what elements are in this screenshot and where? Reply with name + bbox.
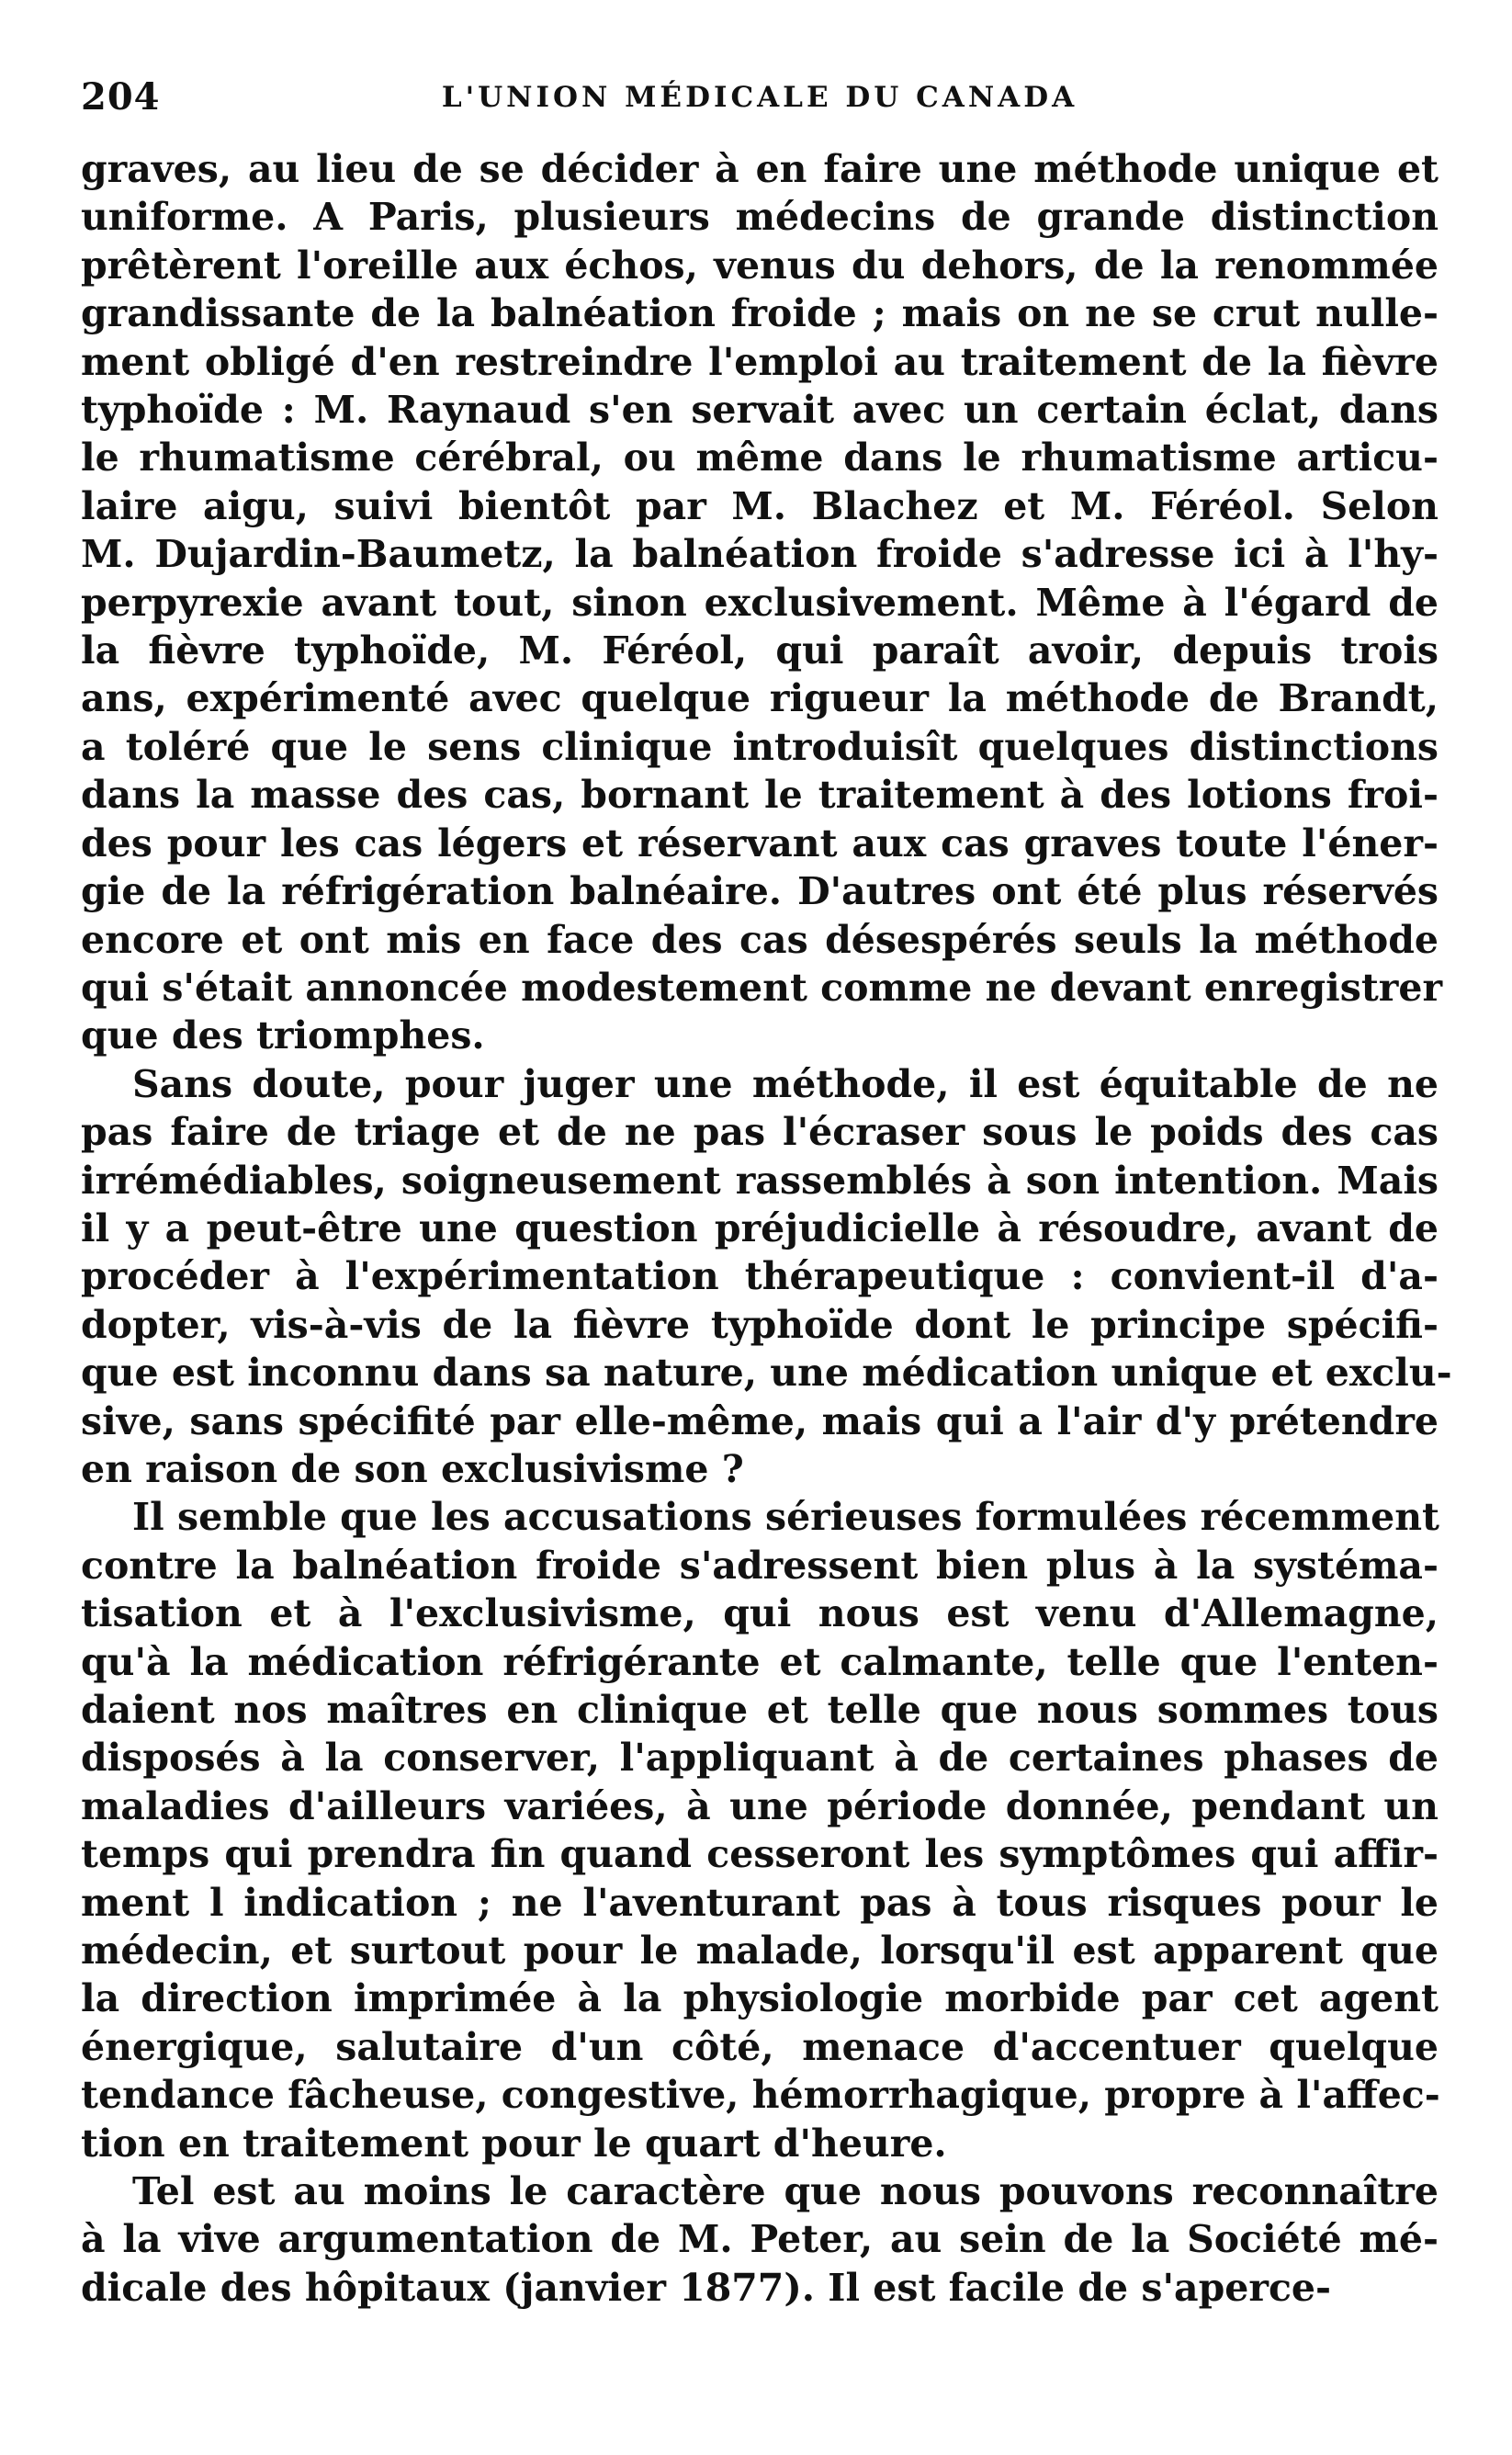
text-line: prêtèrent l'oreille aux échos, venus du dehors, de la renommée: [81, 243, 1439, 288]
text-line: daient nos maîtres en clinique et telle que nous sommes tous: [81, 1688, 1439, 1732]
text-line: que est inconnu dans sa nature, une médication unique et exclu-: [81, 1351, 1452, 1396]
text-line: ans, expérimenté avec quelque rigueur la méthode de Brandt,: [81, 676, 1439, 721]
text-line: qui s'était annoncée modestement comme ne devant enregistrer: [81, 965, 1443, 1010]
text-line: il y a peut-être une question préjudicielle à résoudre, avant de: [81, 1205, 1439, 1250]
text-line: maladies d'ailleurs variées, à une période donnée, pendant un: [81, 1783, 1439, 1828]
document-page: [81, 75, 1452, 2312]
text-line: uniforme. A Paris, plusieurs médecins de grande distinction: [81, 195, 1439, 240]
paragraph: [81, 145, 1443, 1060]
journal-title: L'UNION MÉDICALE DU CANADA: [441, 81, 1078, 114]
text-line: ment l indication ; ne l'aventurant pas à tous risques pour le: [81, 1880, 1439, 1925]
text-line: la direction imprimée à la physiologie morbide par cet agent: [81, 1976, 1439, 2021]
running-head: [81, 75, 1439, 127]
text-line: la fièvre typhoïde, M. Féréol, qui paraît avoir, depuis trois: [81, 628, 1439, 673]
text-line: dopter, vis-à-vis de la fièvre typhoïde dont le principe spécifi-: [81, 1302, 1439, 1347]
text-line: laire aigu, suivi bientôt par M. Blachez et M. Féréol. Selon: [81, 483, 1439, 528]
text-line: tisation et à l'exclusivisme, qui nous est venu d'Allemagne,: [81, 1591, 1439, 1636]
text-line: que des triomphes.: [81, 1013, 485, 1058]
paragraph: [81, 1493, 1439, 2167]
text-line: Sans doute, pour juger une méthode, il est équitable de ne: [132, 1061, 1439, 1106]
text-line: dicale des hôpitaux (janvier 1877). Il est facile de s'aperce-: [81, 2265, 1332, 2310]
text-line: Il semble que les accusations sérieuses formulées récemment: [132, 1495, 1439, 1540]
text-line: tendance fâcheuse, congestive, hémorrhagique, propre à l'affec-: [81, 2073, 1440, 2118]
text-line: perpyrexie avant tout, sinon exclusivement. Même à l'égard de: [81, 580, 1439, 625]
text-line: graves, au lieu de se décider à en faire une méthode unique et: [81, 147, 1439, 191]
text-line: le rhumatisme cérébral, ou même dans le rhumatisme articu-: [81, 436, 1439, 481]
text-line: des pour les cas légers et réservant aux cas graves toute l'éner-: [81, 820, 1439, 865]
page-number: 204: [81, 75, 161, 119]
text-line: Tel est au moins le caractère que nous pouvons reconnaître: [132, 2169, 1439, 2214]
paragraph: [81, 2167, 1439, 2312]
text-line: disposés à la conserver, l'appliquant à de certaines phases de: [81, 1736, 1439, 1781]
text-line: a toléré que le sens clinique introduisît quelques distinctions: [81, 724, 1439, 769]
text-line: sive, sans spécifité par elle-même, mais qui a l'air d'y prétendre: [81, 1398, 1439, 1443]
text-line: temps qui prendra fin quand cesseront les symptômes qui affir-: [81, 1832, 1439, 1877]
text-line: irrémédiables, soigneusement rassemblés à son intention. Mais: [81, 1158, 1439, 1203]
text-line: procéder à l'expérimentation thérapeutique : convient-il d'a-: [81, 1254, 1439, 1299]
text-line: énergique, salutaire d'un côté, menace d'accentuer quelque: [81, 2024, 1439, 2069]
text-line: encore et ont mis en face des cas désespérés seuls la méthode: [81, 917, 1439, 962]
text-line: à la vive argumentation de M. Peter, au sein de la Société mé-: [81, 2217, 1439, 2262]
text-line: tion en traitement pour le quart d'heure.: [81, 2121, 947, 2166]
text-line: médecin, et surtout pour le malade, lorsqu'il est apparent que: [81, 1929, 1439, 1974]
text-line: pas faire de triage et de ne pas l'écraser sous le poids des cas: [81, 1110, 1439, 1155]
text-line: ment obligé d'en restreindre l'emploi au traitement de la fièvre: [81, 339, 1439, 384]
text-line: gie de la réfrigération balnéaire. D'autres ont été plus réservés: [81, 869, 1439, 914]
text-line: M. Dujardin-Baumetz, la balnéation froide s'adresse ici à l'hy-: [81, 532, 1439, 577]
body-text: [81, 145, 1452, 2312]
paragraph: [81, 1060, 1452, 1494]
text-line: dans la masse des cas, bornant le traitement à des lotions froi-: [81, 773, 1439, 818]
text-line: typhoïde : M. Raynaud s'en servait avec un certain éclat, dans: [81, 388, 1439, 433]
text-line: grandissante de la balnéation froide ; mais on ne se crut nulle-: [81, 291, 1439, 336]
text-line: contre la balnéation froide s'adressent bien plus à la systéma-: [81, 1543, 1439, 1588]
text-line: en raison de son exclusivisme ?: [81, 1446, 744, 1491]
text-line: qu'à la médication réfrigérante et calmante, telle que l'enten-: [81, 1639, 1439, 1684]
